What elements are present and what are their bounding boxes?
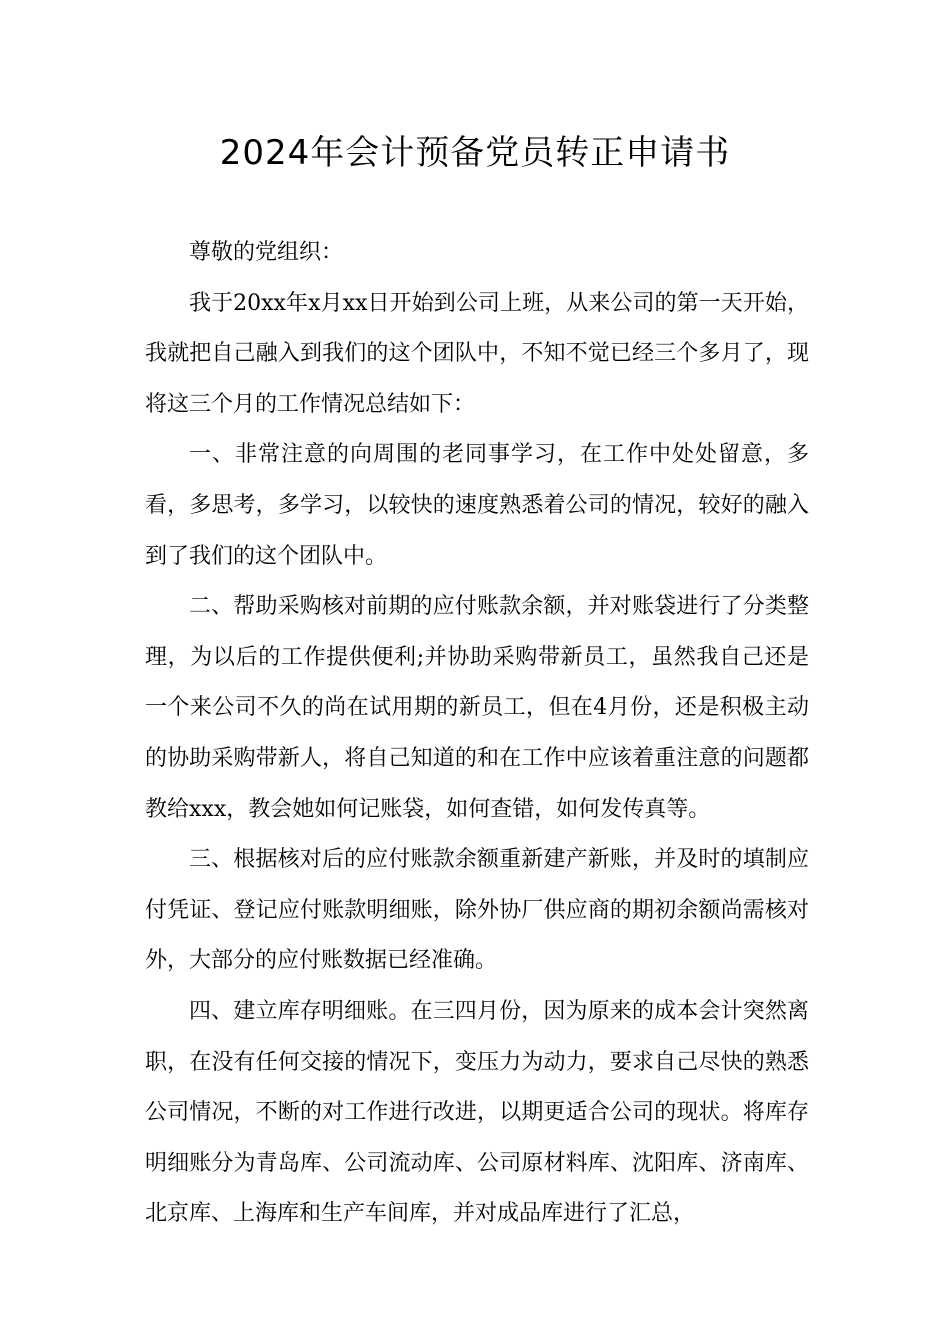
paragraph-intro: 我于20xx年x月xx日开始到公司上班，从来公司的第一天开始，我就把自己融入到我们的这个团队中，不知不觉已经三个多月了，现将这三个月的工作情况总结如下： bbox=[145, 290, 809, 417]
document-body bbox=[145, 228, 809, 1240]
document-title: 2024年会计预备党员转正申请书 bbox=[219, 133, 731, 173]
paragraph-item-1: 一、非常注意的向周围的老同事学习，在工作中处处留意，多看，多思考，多学习，以较快的速度熟悉着公司的情况，较好的融入到了我们的这个团队中。 bbox=[145, 442, 809, 569]
salutation: 尊敬的党组织： bbox=[189, 240, 344, 265]
paragraph-item-2: 二、帮助采购核对前期的应付账款余额，并对账袋进行了分类整理，为以后的工作提供便利;并协助采购带新员工，虽然我自己还是一个来公司不久的尚在试用期的新员工，但在4月份，还是积极主动的协助采购带新人，将自己知道的和在工作中应该着重注意的问题都教给xxx，教会她如何记账袋，如何查错，如何发传真等。 bbox=[145, 594, 809, 822]
paragraph-item-3: 三、根据核对后的应付账款余额重新建产新账，并及时的填制应付凭证、登记应付账款明细账，除外协厂供应商的期初余额尚需核对外，大部分的应付账数据已经准确。 bbox=[145, 847, 809, 974]
paragraph-item-4: 四、建立库存明细账。在三四月份，因为原来的成本会计突然离职，在没有任何交接的情况下，变压力为动力，要求自己尽快的熟悉公司情况，不断的对工作进行改进，以期更适合公司的现状。将库存明细账分为青岛库、公司流动库、公司原材料库、沈阳库、济南库、北京库、上海库和生产车间库，并对成品库进行了汇总， bbox=[145, 998, 809, 1227]
